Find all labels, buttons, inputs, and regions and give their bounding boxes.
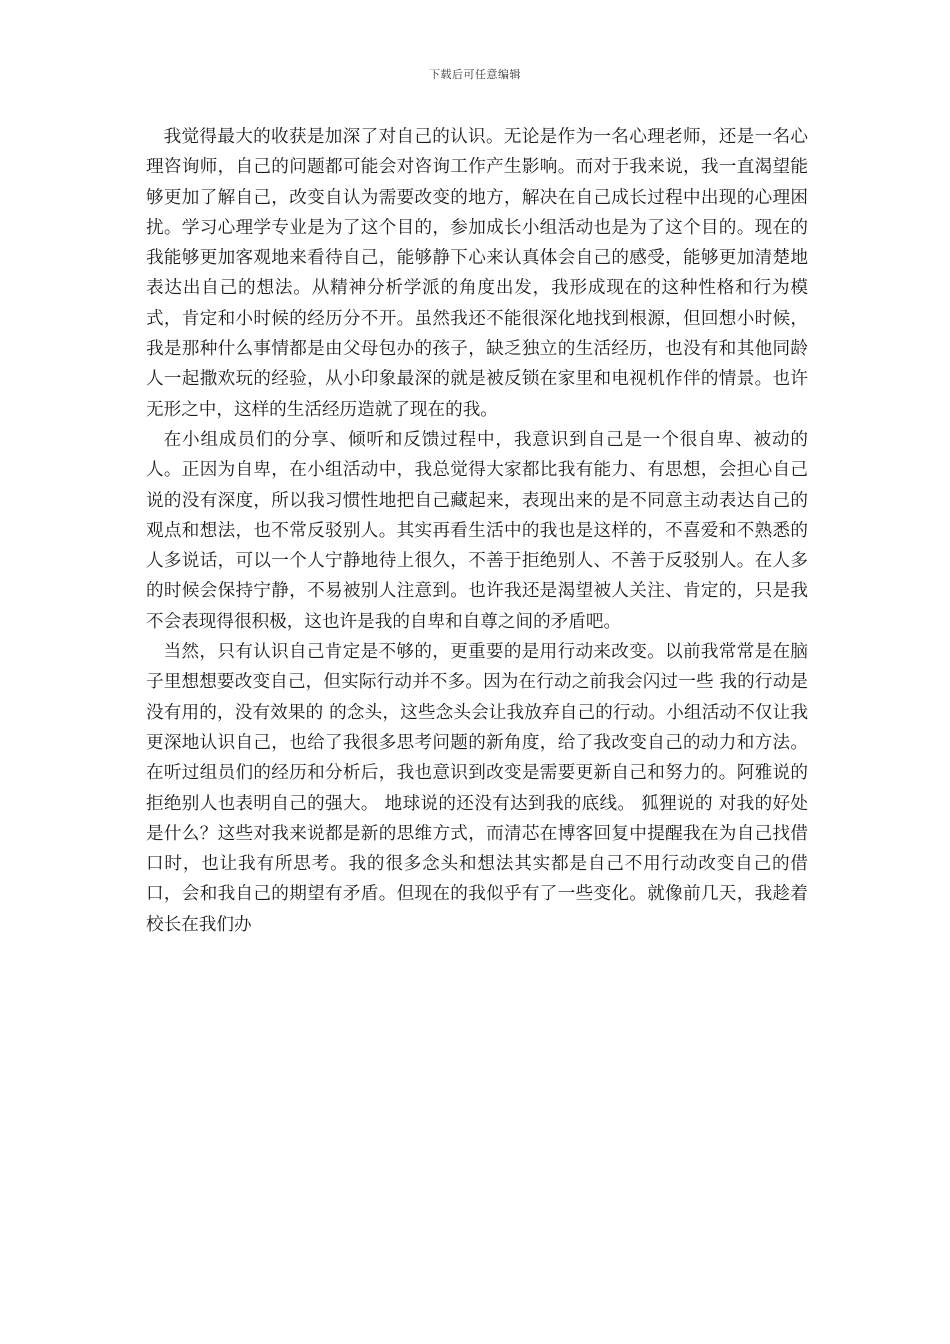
- paragraph-action-change: 当然，只有认识自己肯定是不够的，更重要的是用行动来改变。以前我常常是在脑子里想想要改变自己，但实际行动并不多。因为在行动之前我会闪过一些 我的行动是没有用的，没有效果的 的念头，这些念头会让我放弃自己的行动。小组活动不仅让我更深地认识自己，也给了我很多思考问题的新角度，给了我改变自己的动力和方法。在听过组员们的经历和分析后，我也意识到改变是需要更新自己和努力的。阿雅说的 拒绝别人也表明自己的强大。 地球说的还没有达到我的底线。 狐狸说的 对我的好处是什么？这些对我来说都是新的思维方式，而清芯在博客回复中提醒我在为自己找借口时，也让我有所思考。我的很多念头和想法其实都是自己不用行动改变自己的借口，会和我自己的期望有矛盾。但现在的我似乎有了一些变化。就像前几天，我趁着校长在我们办: [146, 642, 808, 935]
- page-header: 下载后可任意编辑: [429, 68, 521, 81]
- document-body: [146, 122, 808, 940]
- paragraph-self-awareness: 我觉得最大的收获是加深了对自己的认识。无论是作为一名心理老师，还是一名心理咨询师，自己的问题都可能会对咨询工作产生影响。而对于我来说，我一直渴望能够更加了解自己，改变自认为需要改变的地方，解决在自己成长过程中出现的心理困扰。学习心理学专业是为了这个目的，参加成长小组活动也是为了这个目的。现在的我能够更加客观地来看待自己，能够静下心来认真体会自己的感受，能够更加清楚地表达出自己的想法。从精神分析学派的角度出发，我形成现在的这种性格和行为模式，肯定和小时候的经历分不开。虽然我还不能很深化地找到根源，但回想小时候，我是那种什么事情都是由父母包办的孩子，缺乏独立的生活经历，也没有和其他同龄人一起撒欢玩的经验，从小印象最深的就是被反锁在家里和电视机作伴的情景。也许无形之中，这样的生活经历造就了现在的我。: [146, 127, 808, 420]
- paragraph-group-feedback: 在小组成员们的分享、倾听和反馈过程中，我意识到自己是一个很自卑、被动的人。正因为自卑，在小组活动中，我总觉得大家都比我有能力、有思想，会担心自己说的没有深度，所以我习惯性地把自己藏起来，表现出来的是不同意主动表达自己的观点和想法，也不常反驳别人。其实再看生活中的我也是这样的，不喜爱和不熟悉的人多说话，可以一个人宁静地待上很久，不善于拒绝别人、不善于反驳别人。在人多的时候会保持宁静，不易被别人注意到。也许我还是渴望被人关注、肯定的，只是我不会表现得很积极，这也许是我的自卑和自尊之间的矛盾吧。: [146, 429, 808, 632]
